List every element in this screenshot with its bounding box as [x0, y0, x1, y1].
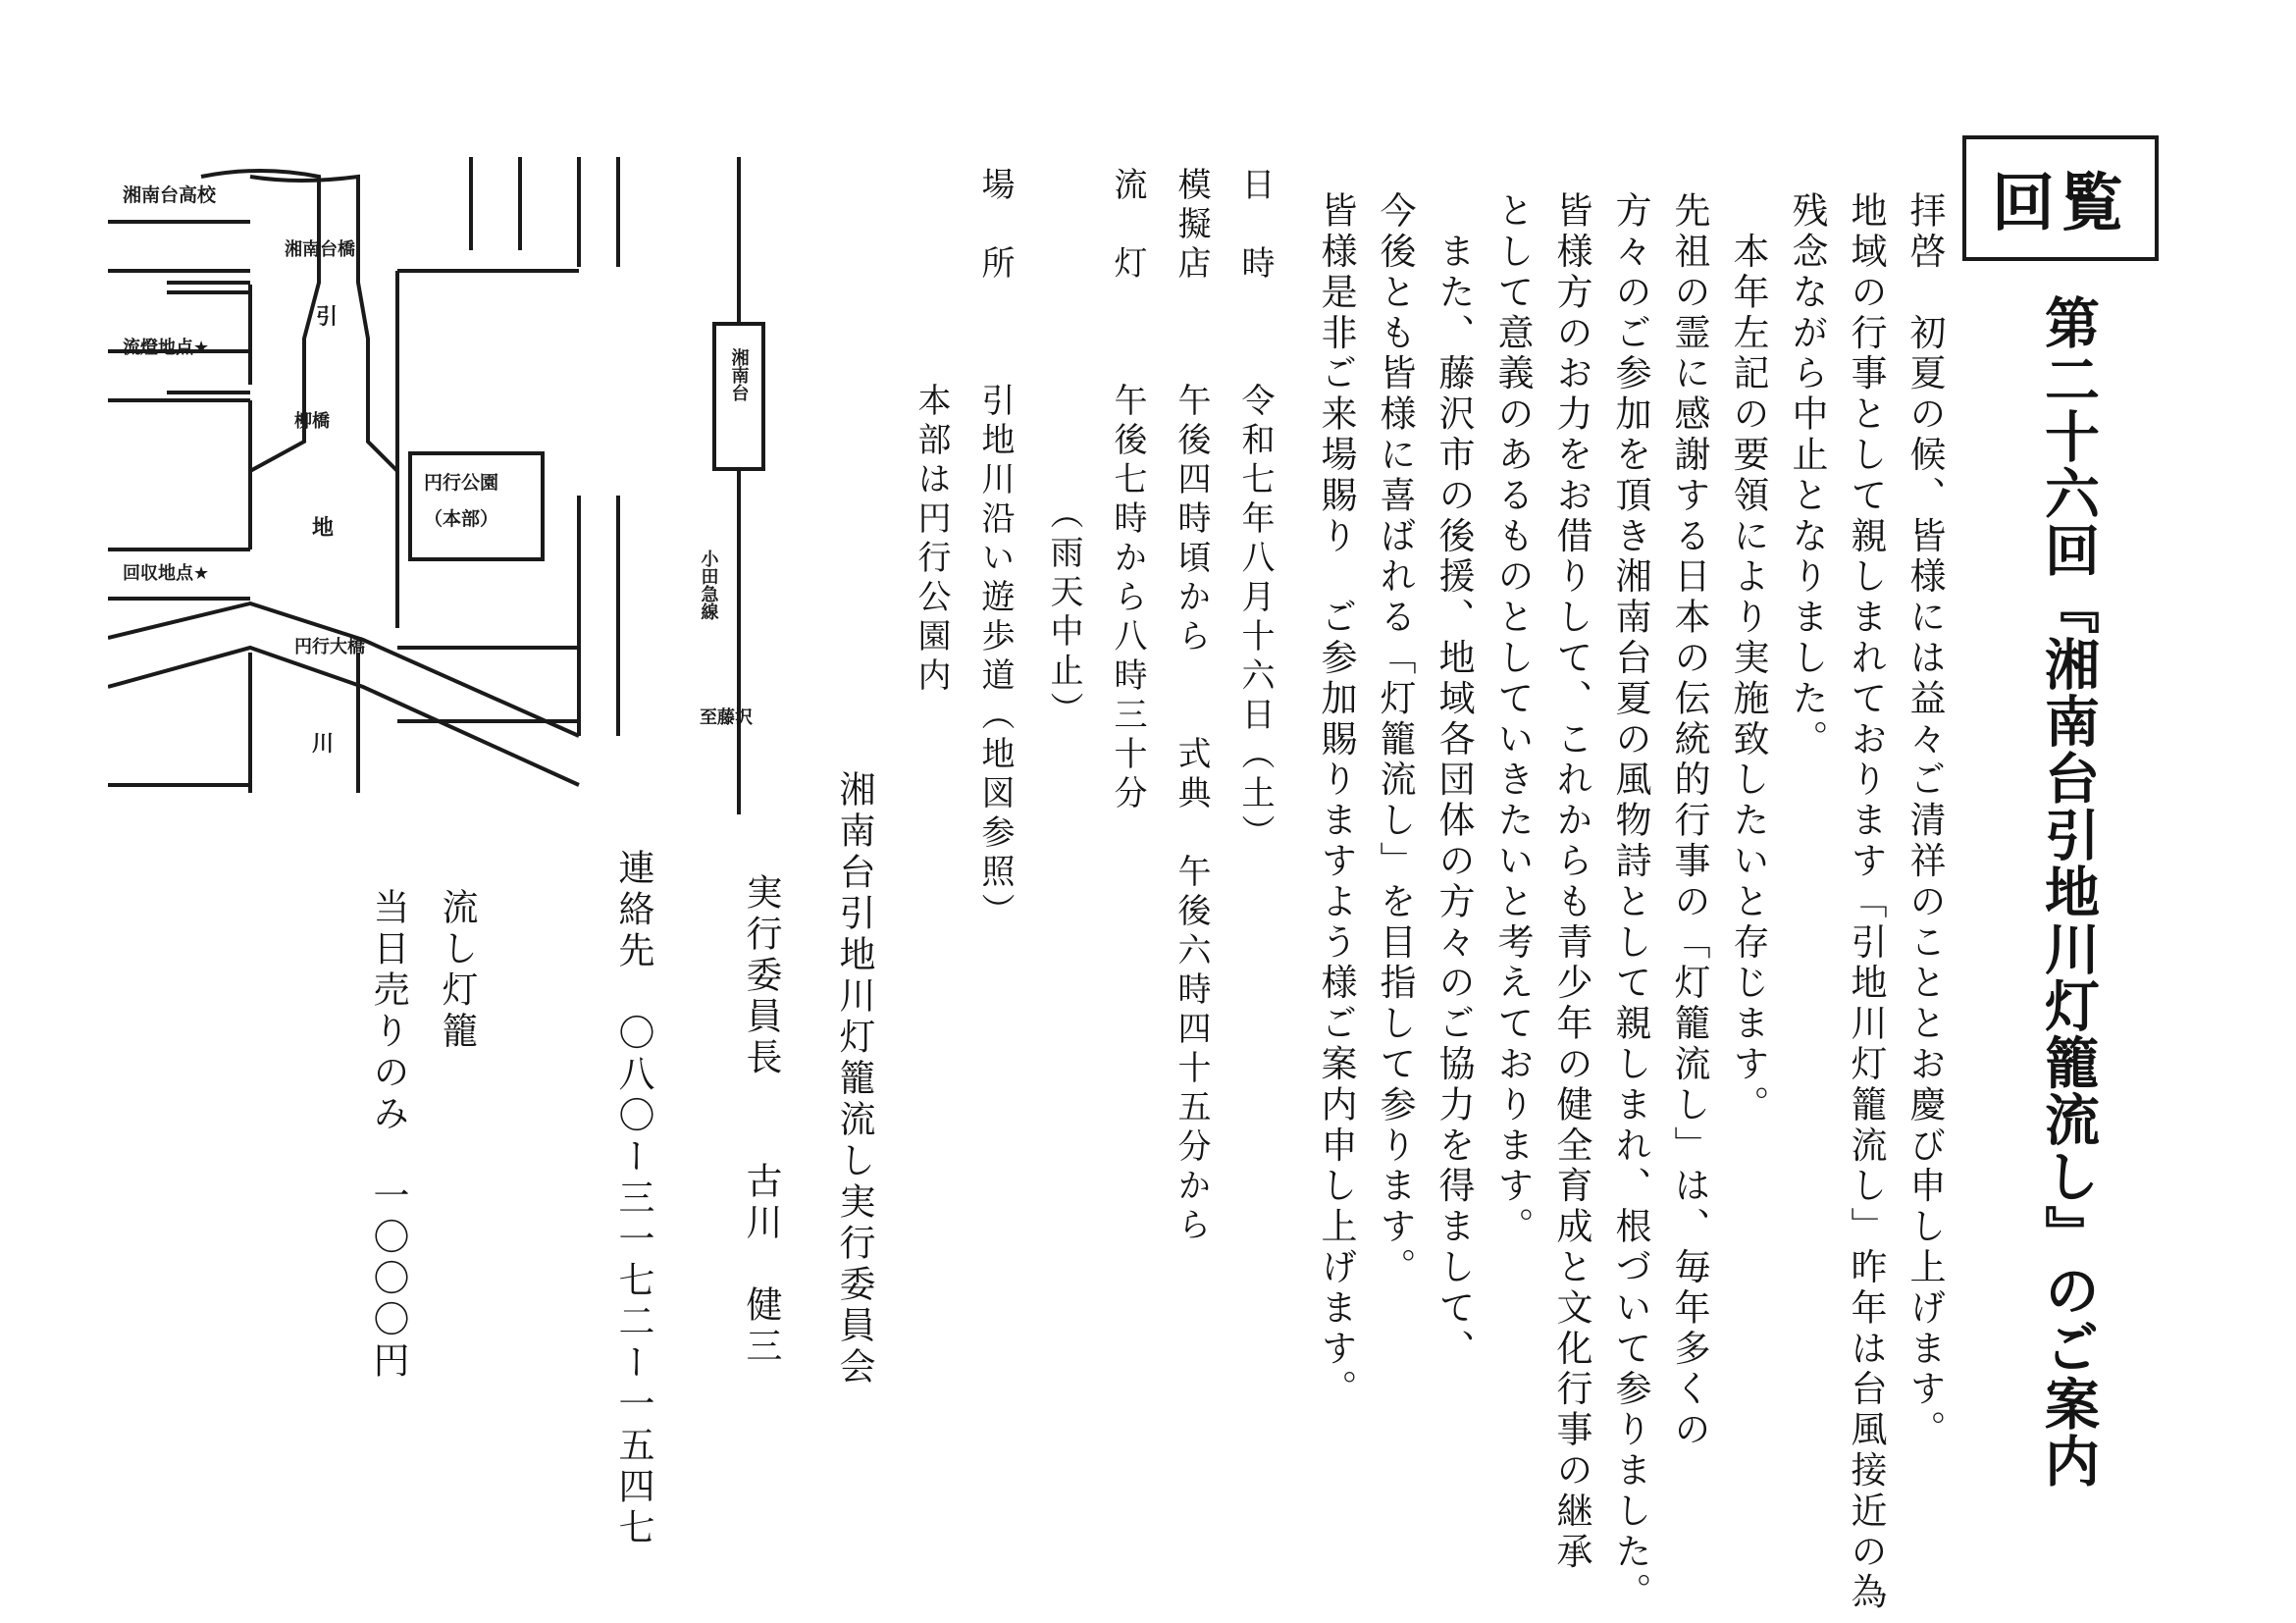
map-label-park: 円行公園	[424, 472, 499, 494]
map-label-river-3: 川	[312, 732, 335, 757]
schedule-label-lanterns: 流 灯	[1108, 167, 1147, 285]
map-label-collection-point: 回収地点★	[123, 563, 210, 584]
body-line: 本年左記の要領により実施致したいと存じます。	[1727, 191, 1769, 1126]
body-line: 今後とも皆様に喜ばれる「灯籠流し」を目指して参ります。	[1374, 191, 1416, 1288]
map-label-river-2: 地	[312, 516, 335, 541]
map-label-hq: （本部）	[424, 508, 499, 530]
map-label-railway: 小田急線	[698, 550, 719, 620]
map-label-bridge-top: 湘南台橋	[285, 239, 355, 260]
schedule-value-hq: 本部は円行公園内	[912, 383, 951, 697]
committee-chair: 実行委員長 古川 健三	[740, 873, 782, 1368]
body-line: 拝啓 初夏の候、皆様には益々ご清祥のこととお慶び申し上げます。	[1904, 191, 1946, 1451]
body-line: 皆様是非ご来場賜り ご参加賜りますよう様ご案内申し上げます。	[1315, 191, 1357, 1410]
map-label-bridge-middle: 柳橋	[294, 411, 330, 432]
schedule-label-venue: 場 所	[975, 167, 1015, 285]
organizer-name: 湘南台引地川灯籠流し実行委員会	[833, 770, 875, 1388]
lantern-sale-heading: 流し灯籠	[436, 888, 478, 1053]
body-line: 先祖の霊に感謝する日本の伝統的行事の「灯籠流し」は、毎年多くの	[1668, 191, 1710, 1451]
schedule-value-date: 令和七年八月十六日（土）	[1235, 383, 1275, 854]
map-label-station: 湘南台	[728, 348, 750, 401]
schedule-value-stalls: 午後四時頃から 式典 午後六時四十五分から	[1172, 383, 1211, 1246]
body-line: 地域の行事として親しまれております「引地川灯籠流し」昨年は台風接近の為	[1845, 191, 1887, 1613]
map-label-school: 湘南台高校	[123, 184, 217, 206]
map-label-to-fujisawa: 至藤沢	[700, 707, 753, 728]
body-line: また、藤沢市の後援、地域各団体の方々のご協力を得まして、	[1433, 191, 1475, 1370]
body-line: 残念ながら中止となりました。	[1786, 191, 1828, 760]
map-label-river-1: 引	[316, 305, 339, 330]
circular-stamp: 回覧	[1962, 135, 2159, 261]
body-line: として意義のあるものとしていきたいと考えております。	[1491, 191, 1534, 1248]
document-title: 第二十六回『湘南台引地川灯籠流し』のご案内	[2036, 294, 2101, 1490]
schedule-label-date: 日 時	[1235, 167, 1275, 285]
schedule-value-venue: 引地川沿い遊歩道（地図参照）	[975, 383, 1015, 932]
contact-phone: 連絡先 〇八〇ー三一七二ー一五四七	[612, 849, 654, 1549]
area-map	[108, 157, 795, 814]
body-line: 皆様方のお力をお借りして、これからも青少年の健全育成と文化行事の継承	[1550, 191, 1592, 1573]
map-label-launch-point: 流燈地点★	[123, 338, 210, 358]
map-label-bridge-bottom: 円行大橋	[294, 637, 365, 657]
schedule-note-rain: （雨天中止）	[1044, 496, 1083, 731]
schedule-value-lanterns: 午後七時から八時三十分	[1108, 383, 1147, 814]
body-line: 方々のご参加を頂き湘南台夏の風物詩として親しまれ、根づいて参りました。	[1609, 191, 1651, 1613]
schedule-label-stalls: 模擬店	[1172, 167, 1211, 285]
lantern-sale-detail: 当日売りのみ 一〇〇〇円	[367, 888, 409, 1383]
